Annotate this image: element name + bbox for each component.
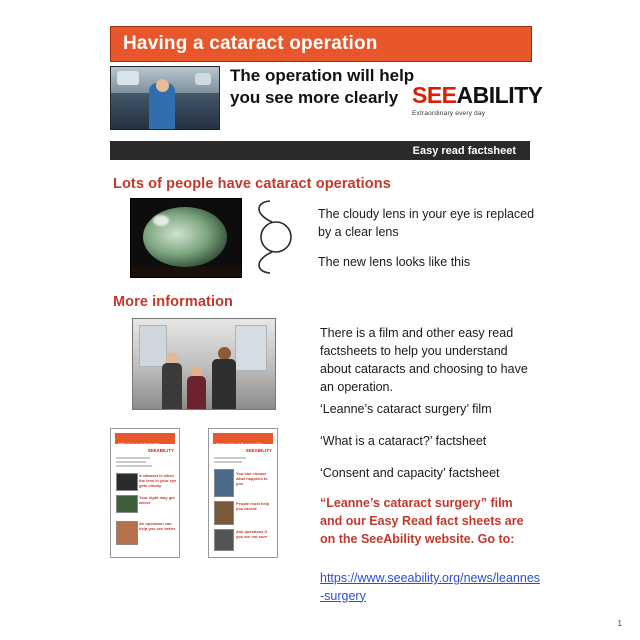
thumbnail-caption: Ask questions if you are not sure	[236, 529, 268, 539]
thumbnail-caption: A cataract is when the lens in your eye gets cloudy	[139, 473, 177, 488]
family-walking-photo	[132, 318, 276, 410]
thumbnail-consent-and-capacity[interactable]	[208, 428, 278, 558]
hero-row	[110, 66, 543, 136]
surgeon-head-shape	[156, 79, 169, 92]
eye-close-up-photo	[130, 198, 242, 278]
title-banner	[110, 26, 532, 62]
person-body-shape	[187, 376, 206, 409]
list-item-what-is-cataract: ‘What is a cataract?’ factsheet	[320, 434, 487, 448]
hero-heading: The operation will help you see more clearly	[230, 66, 415, 108]
thumbnail-logo: SEEABILITY	[245, 448, 272, 453]
thumbnail-text-line	[214, 461, 242, 463]
thumbnail-banner	[213, 433, 273, 447]
easy-read-label: Easy read factsheet	[412, 144, 516, 157]
thumbnail-caption: Your sight may get worse	[139, 495, 175, 505]
page-number: 1	[617, 619, 622, 628]
section-heading-more-information: More information	[113, 294, 234, 310]
thumbnail-text-line	[116, 461, 146, 463]
person-shape-left	[159, 353, 185, 409]
thumbnail-text-line	[214, 457, 246, 459]
person-body-shape	[212, 359, 236, 409]
thumbnail-banner	[115, 433, 175, 447]
thumbnail-image	[116, 521, 138, 545]
thumbnail-what-is-a-cataract[interactable]	[110, 428, 180, 558]
paragraph-new-lens: The new lens looks like this	[318, 255, 471, 269]
easy-read-bar	[110, 141, 530, 160]
surgical-lamp-shape	[117, 71, 139, 85]
thumbnail-caption: People must help you decide	[236, 501, 270, 511]
thumbnail-image	[214, 469, 234, 497]
thumbnail-caption: You can choose what happens to you	[236, 471, 268, 486]
operating-theatre-photo	[110, 66, 220, 130]
thumbnail-image	[116, 495, 138, 513]
logo-wordmark	[412, 82, 543, 108]
eye-lower-lid-shape	[131, 267, 241, 277]
thumbnail-image	[214, 501, 234, 525]
person-body-shape	[162, 363, 182, 409]
lens-icon	[250, 198, 306, 276]
thumbnail-caption: An operation can help you see better	[139, 521, 176, 531]
list-item-consent-capacity: ‘Consent and capacity’ factsheet	[320, 466, 500, 480]
logo-tagline: Extraordinary every day	[412, 110, 486, 117]
logo-ability-text: ABILITY	[456, 82, 543, 108]
thumbnail-text-line	[116, 465, 152, 467]
person-shape-child	[185, 367, 209, 409]
person-shape-right	[209, 347, 239, 409]
eye-highlight-shape	[153, 215, 169, 226]
thumbnail-banner-label: Consent and capacity	[216, 442, 263, 447]
thumbnail-text-line	[116, 457, 150, 459]
intraocular-lens-illustration	[250, 198, 306, 276]
thumbnail-image	[214, 529, 234, 551]
logo-see-text: SEE	[412, 82, 457, 108]
paragraph-film-and-factsheets: There is a film and other easy read factsheets to help you understand about cataracts and choosing to have an operation.	[320, 326, 528, 395]
monitor-shape	[195, 73, 211, 85]
thumbnail-banner-label: What is a cataract?	[118, 442, 160, 447]
section-heading-lots-of-people: Lots of people have cataract operations	[113, 176, 391, 192]
page-title: Having a cataract operation	[123, 33, 378, 54]
seeability-link[interactable]: https://www.seeability.org/news/leannes-surgery	[320, 571, 541, 603]
callout-website-text: “Leanne’s cataract surgery” film and our Easy Read fact sheets are on the SeeAbility website. Go to:	[320, 496, 524, 546]
seeability-logo	[412, 82, 543, 117]
list-item-leanne-film: ‘Leanne’s cataract surgery’ film	[320, 402, 492, 416]
paragraph-cloudy-lens: The cloudy lens in your eye is replaced by a clear lens	[318, 207, 535, 240]
thumbnail-logo: SEEABILITY	[147, 448, 174, 453]
thumbnail-image	[116, 473, 138, 491]
photo-window-right-shape	[235, 325, 267, 371]
